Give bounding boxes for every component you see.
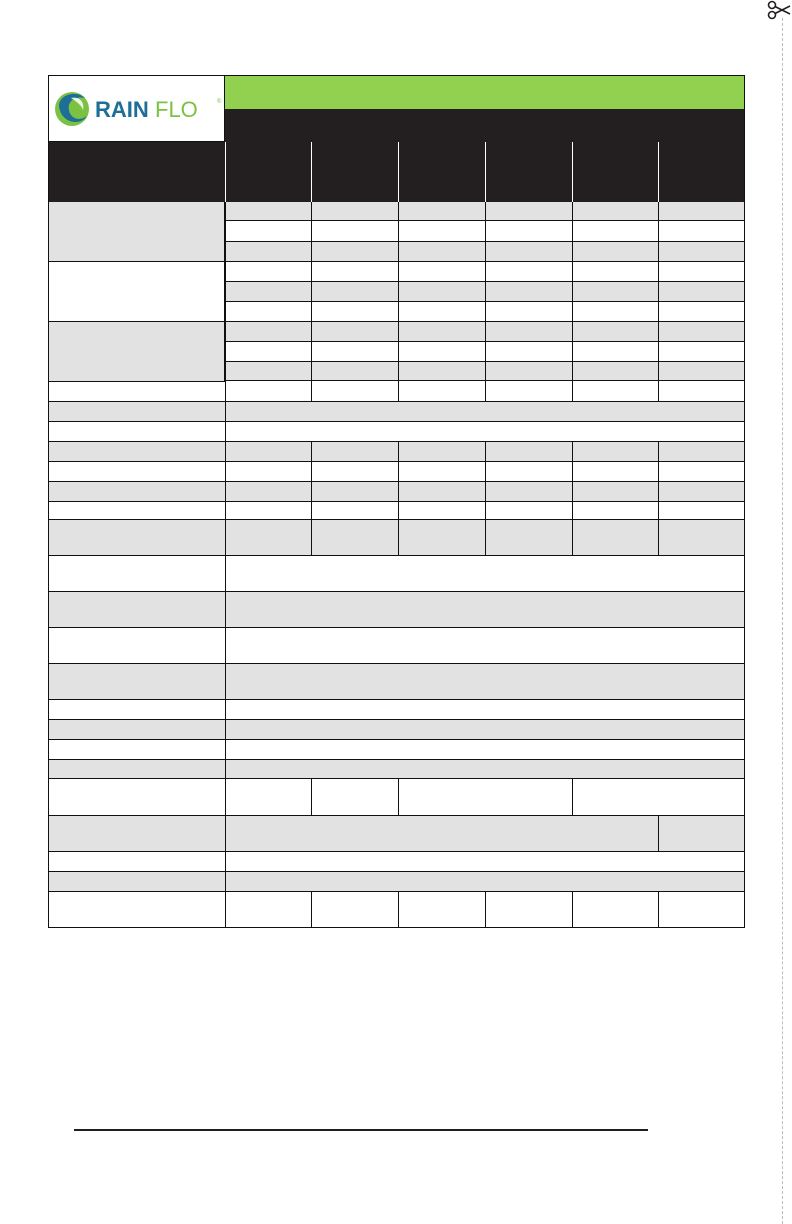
- logo-flo-text: FLO: [155, 97, 198, 122]
- table-row: [49, 740, 744, 760]
- column-divider: [485, 892, 486, 927]
- column-divider: [572, 892, 573, 927]
- table-row: [49, 892, 744, 927]
- column-divider: [572, 779, 573, 816]
- row-label-cell: [49, 202, 225, 262]
- scissors-icon: [766, 0, 792, 20]
- table-row: [49, 502, 744, 520]
- column-divider: [311, 442, 312, 556]
- table-row: [49, 664, 744, 700]
- table-row: [49, 520, 744, 556]
- header-divider: [225, 142, 226, 202]
- header-divider: [398, 142, 399, 202]
- column-divider: [572, 442, 573, 556]
- table-row: [49, 779, 744, 816]
- column-header-row: [49, 142, 744, 202]
- rainflo-logo: [49, 76, 225, 142]
- table-row: [49, 462, 744, 482]
- column-divider: [398, 442, 399, 556]
- table-row: [49, 556, 744, 592]
- cut-line: [782, 18, 783, 1224]
- water-drop-icon: [55, 92, 89, 126]
- row-label-cell: [49, 322, 225, 382]
- table-row: [49, 720, 744, 740]
- column-divider: [658, 202, 659, 402]
- table-row: [49, 816, 744, 852]
- column-divider: [658, 816, 659, 852]
- column-divider: [485, 202, 486, 402]
- table-row: [49, 402, 744, 422]
- column-divider: [658, 892, 659, 927]
- column-divider: [572, 202, 573, 402]
- column-divider: [311, 202, 312, 402]
- column-divider: [658, 442, 659, 556]
- table-row: [49, 592, 744, 628]
- header-green-bar: [225, 76, 744, 109]
- column-divider: [311, 779, 312, 816]
- column-divider: [398, 892, 399, 927]
- table-row: [49, 381, 744, 402]
- logo-cell: [49, 76, 225, 142]
- header-divider: [311, 142, 312, 202]
- table-row: [49, 628, 744, 664]
- header-divider: [485, 142, 486, 202]
- table-row: [49, 852, 744, 872]
- logo-rain-text: RAIN: [95, 97, 149, 122]
- table-row: [49, 442, 744, 462]
- column-divider: [485, 442, 486, 556]
- table-row: [49, 700, 744, 720]
- header-divider: [572, 142, 573, 202]
- footer-rule: [74, 1129, 648, 1131]
- row-label-cell: [49, 262, 225, 322]
- table-row: [49, 760, 744, 779]
- header-divider: [658, 142, 659, 202]
- column-divider: [398, 779, 399, 816]
- table-row: [49, 422, 744, 442]
- table-row: [49, 482, 744, 502]
- column-divider: [225, 202, 226, 927]
- header-dark-bar: [225, 109, 744, 142]
- registered-mark: ®: [217, 99, 222, 105]
- spec-table: [48, 75, 745, 928]
- column-divider: [398, 202, 399, 402]
- table-row: [49, 872, 744, 892]
- column-divider: [311, 892, 312, 927]
